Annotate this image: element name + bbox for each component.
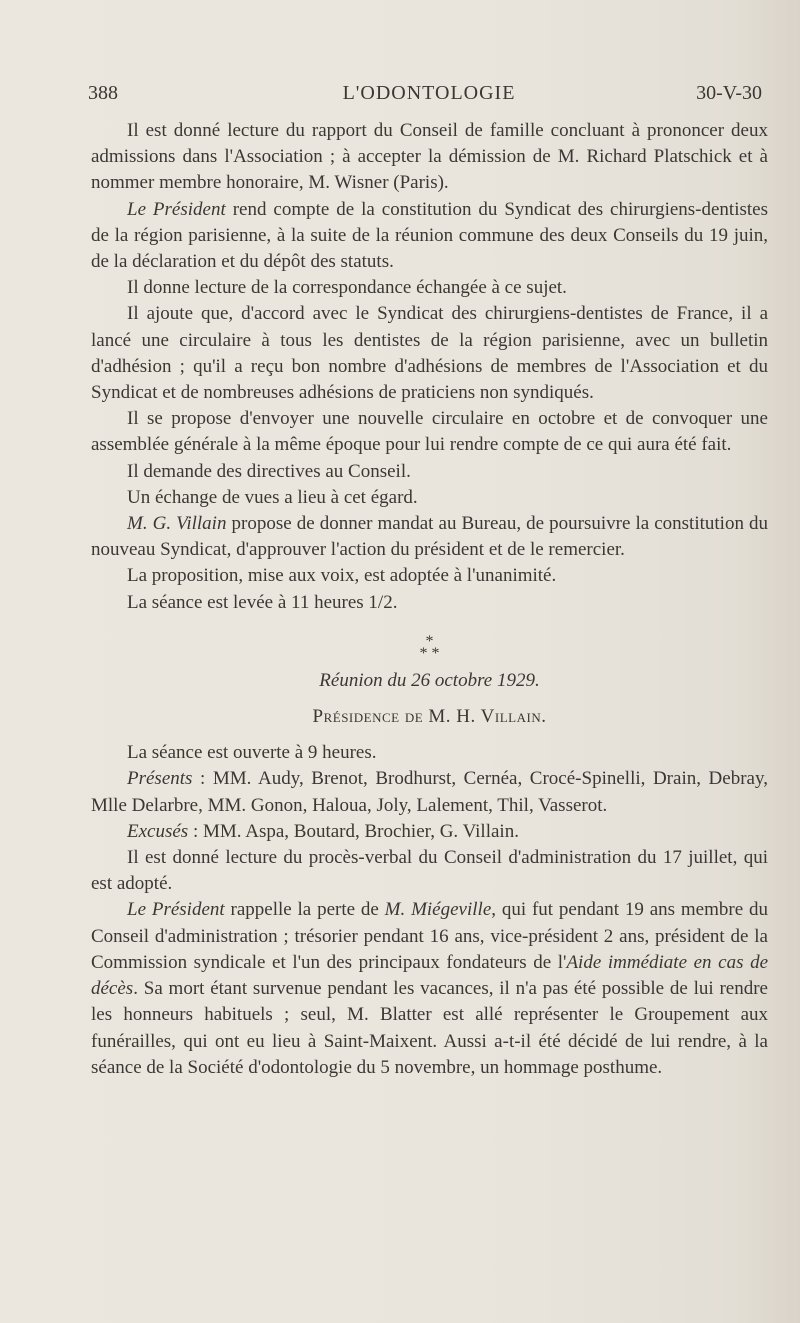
- person-name: M. Miégeville: [384, 899, 492, 921]
- paragraph-text: : MM. Audy, Brenot, Brodhurst, Cernéa, Crocé-Spinelli, Drain, Debray, Mlle Delarbre, MM. Gonon, Haloua, Joly, Lalement, Thil, Vasserot.: [91, 768, 768, 816]
- paragraph: La séance est levée à 11 heures 1/2.: [127, 591, 398, 613]
- section-title: Réunion du 26 octobre 1929.: [319, 669, 540, 691]
- paragraph-text: rend compte de la constitution du Syndicat des chirurgiens-dentistes de la région parisienne, à la suite de la réunion commune des deux Conseils du 19 juin, de la déclaration et du dépôt des statuts.: [91, 198, 768, 273]
- paragraph: Il ajoute que, d'accord avec le Syndicat des chirurgiens-dentistes de France, il a lancé une circulaire à tous les dentistes de la région parisienne, avec un bulletin d'adhésion ; qu'il a reçu bon nombre d'adhésions de membres de l'Association et du Syndicat et de nombreuses adhésions de praticiens non syndiqués.: [91, 303, 768, 404]
- journal-title: L'ODONTOLOGIE: [342, 82, 516, 104]
- paragraph-text: : MM. Aspa, Boutard, Brochier, G. Villain.: [188, 820, 519, 842]
- paragraph: La proposition, mise aux voix, est adoptée à l'unanimité.: [127, 565, 557, 587]
- running-header: [88, 82, 770, 110]
- paragraph: Il est donné lecture du procès-verbal du Conseil d'administration du 17 juillet, qui est adopté.: [91, 847, 768, 895]
- organization-name: Aide immédiate en cas de décès: [91, 951, 769, 1000]
- paragraph: Il se propose d'envoyer une nouvelle circulaire en octobre et de convoquer une assemblée générale à la même époque pour lui rendre compte de ce qui aura été fait.: [91, 408, 768, 456]
- paragraph: Il est donné lecture du rapport du Conseil de famille concluant à prononcer deux admissions dans l'Association ; à accepter la démission de M. Richard Platschick et à nommer membre honoraire, M. Wisner (Paris).: [91, 120, 768, 194]
- paragraph: [91, 511, 768, 563]
- paragraph: [91, 897, 768, 1080]
- page-number: 388: [88, 82, 118, 104]
- section-subtitle: Présidence de M. H. Villain.: [312, 706, 547, 728]
- issue-date: 30-V-30: [696, 82, 762, 104]
- excused-label: Excusés: [127, 820, 189, 842]
- attendance-label: Présents: [127, 768, 193, 790]
- paragraph: Il demande des directives au Conseil.: [127, 460, 411, 482]
- paragraph: [91, 819, 768, 845]
- asterism-top: *: [425, 632, 434, 650]
- body-text: [91, 118, 768, 1081]
- paragraph: Il donne lecture de la correspondance échangée à ce sujet.: [127, 277, 567, 299]
- paragraph-text: . Sa mort étant survenue pendant les vacances, il n'a pas été possible de lui rendre les honneurs habituels ; seul, M. Blatter est allé représenter le Groupement aux funérailles, qui ont eu lieu à Saint-Maixent. Aussi a-t-il été décidé de lui rendre, à la séance de la Société d'odontologie du 5 novembre, un hommage posthume.: [91, 978, 768, 1078]
- paragraph-text: propose de donner mandat au Bureau, de poursuivre la constitution du nouveau Syndicat, d'approuver l'action du président et de le remercier.: [91, 513, 768, 561]
- asterism-bottom: * *: [419, 644, 440, 662]
- paragraph: [91, 197, 768, 276]
- paragraph: [91, 766, 768, 818]
- paragraph: Un échange de vues a lieu à cet égard.: [127, 486, 418, 508]
- paragraph: La séance est ouverte à 9 heures.: [127, 742, 377, 764]
- speaker: M. G. Villain: [127, 513, 227, 535]
- speaker: Le Président: [127, 899, 225, 921]
- paragraph-text: rappelle la perte de: [224, 899, 385, 921]
- speaker: Le Président: [127, 198, 226, 220]
- paragraph-text: , qui fut pendant 19 ans membre du Conseil d'administration ; trésorier pendant 16 ans, vice-président 2 ans, président de la Commission syndicale et l'un des principaux fondateurs de l': [91, 899, 768, 973]
